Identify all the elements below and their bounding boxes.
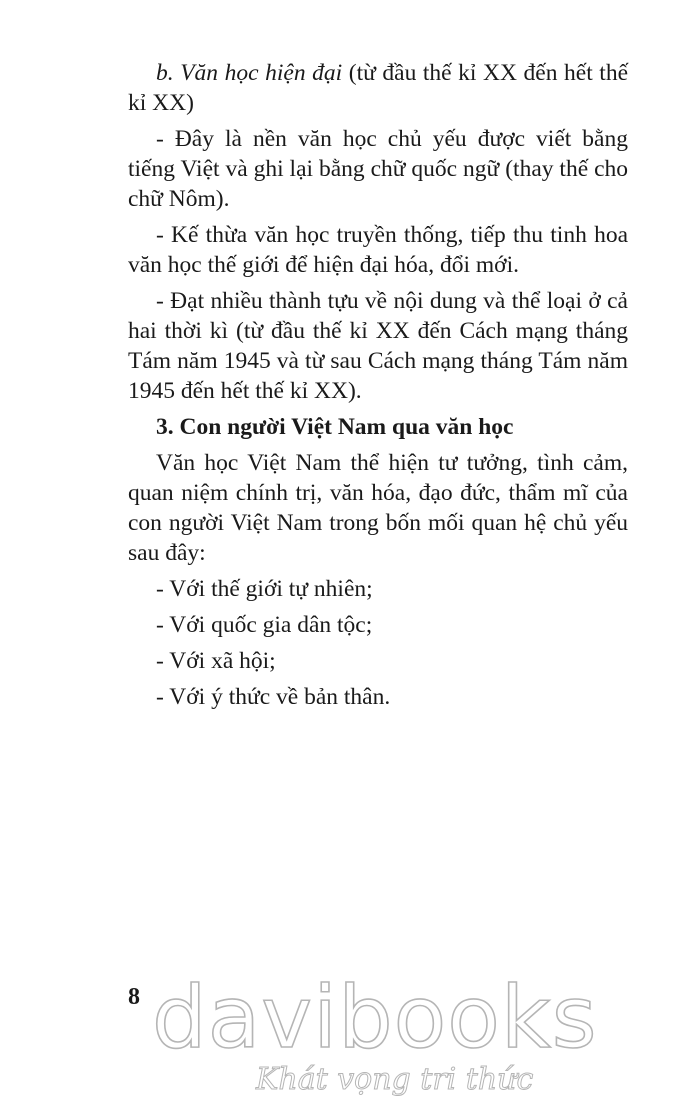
section-b-heading [128,58,628,118]
section-b-bullet-1: - Đây là nền văn học chủ yếu được viết bằng tiếng Việt và ghi lại bằng chữ quốc ngữ (thay thế cho chữ Nôm). [128,126,628,212]
page-number: 8 [128,984,140,1010]
section-b-bullet-3: - Đạt nhiều thành tựu về nội dung và thể loại ở cả hai thời kì (từ đầu thế kỉ XX đến Cách mạng tháng Tám năm 1945 và từ sau Cách mạng tháng Tám năm 1945 đến hết thế kỉ XX). [128,288,628,404]
section-b-title: b. Văn học hiện đại [156,60,343,86]
section-b-bullet-2: - Kế thừa văn học truyền thống, tiếp thu tinh hoa văn học thế giới để hiện đại hóa, đổi mới. [128,222,628,278]
watermark-logo: davibooks [152,968,598,1068]
section-b-period: (từ đầu thế kỉ XX đến hết thế kỉ XX) [128,60,628,116]
watermark-tagline: Khát vọng tri thức [256,1062,534,1097]
relation-item-nature: - Với thế giới tự nhiên; [156,576,373,602]
page-body-text [128,58,628,718]
section-3-heading: 3. Con người Việt Nam qua văn học [156,414,514,440]
section-3-intro: Văn học Việt Nam thể hiện tư tưởng, tình cảm, quan niệm chính trị, văn hóa, đạo đức, thẩm mĩ của con người Việt Nam trong bốn mối quan hệ chủ yếu sau đây: [128,450,628,566]
relation-item-nation: - Với quốc gia dân tộc; [156,612,373,638]
relation-item-self: - Với ý thức về bản thân. [156,684,391,710]
relation-item-society: - Với xã hội; [156,648,276,674]
